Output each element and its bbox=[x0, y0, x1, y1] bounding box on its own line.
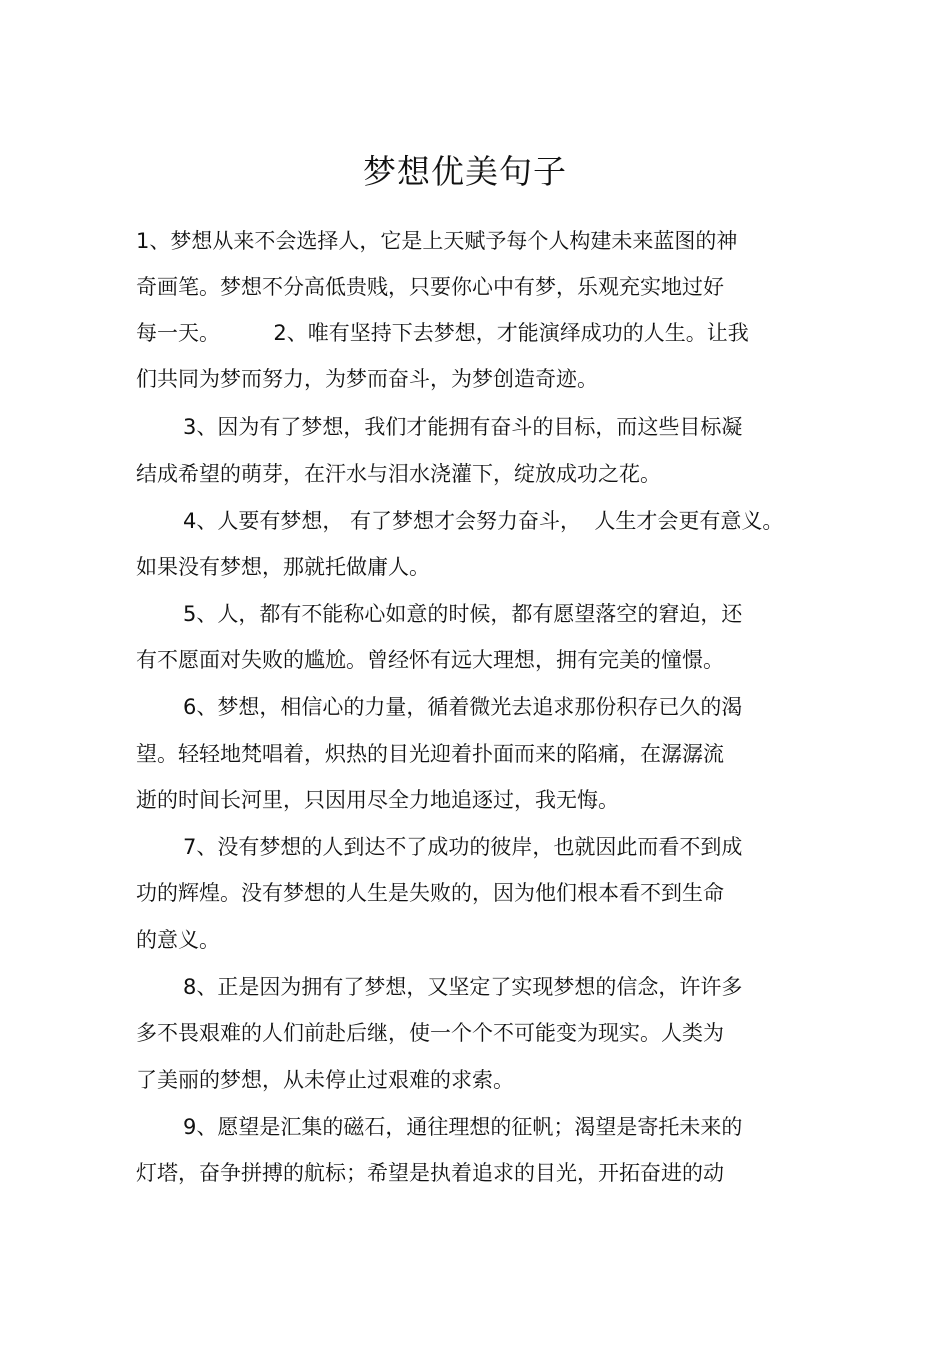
text-line: 有不愿面对失败的尴尬。曾经怀有远大理想，拥有完美的憧憬。 bbox=[136, 648, 724, 672]
text-line: 结成希望的萌芽，在汗水与泪水浇灌下，绽放成功之花。 bbox=[136, 462, 661, 486]
text-line: 了美丽的梦想，从未停止过艰难的求索。 bbox=[136, 1068, 514, 1092]
text-line: 每一天。 2、唯有坚持下去梦想，才能演绎成功的人生。让我 bbox=[136, 321, 749, 345]
text-line: 功的辉煌。没有梦想的人生是失败的，因为他们根本看不到生命 bbox=[136, 881, 724, 905]
text-line: 8、正是因为拥有了梦想，又坚定了实现梦想的信念，许许多 bbox=[183, 975, 743, 999]
text-line: 9、愿望是汇集的磁石，通往理想的征帆；渴望是寄托未来的 bbox=[183, 1115, 743, 1139]
text-line: 6、梦想，相信心的力量，循着微光去追求那份积存已久的渴 bbox=[183, 695, 743, 719]
text-line: 如果没有梦想，那就托做庸人。 bbox=[136, 555, 430, 579]
text-line: 们共同为梦而努力，为梦而奋斗，为梦创造奇迹。 bbox=[136, 367, 598, 391]
text-line: 的意义。 bbox=[136, 928, 220, 952]
page-title: 梦想优美句子 bbox=[363, 152, 567, 191]
text-line: 7、没有梦想的人到达不了成功的彼岸，也就因此而看不到成 bbox=[183, 835, 743, 859]
text-line: 4、人要有梦想， 有了梦想才会努力奋斗， 人生才会更有意义。 bbox=[183, 509, 784, 533]
text-line: 1、梦想从来不会选择人，它是上天赋予每个人构建未来蓝图的神 bbox=[136, 229, 738, 253]
text-line: 逝的时间长河里，只因用尽全力地追逐过，我无悔。 bbox=[136, 788, 619, 812]
text-line: 灯塔，奋争拼搏的航标；希望是执着追求的目光，开拓奋进的动 bbox=[136, 1161, 724, 1185]
text-line: 5、人，都有不能称心如意的时候，都有愿望落空的窘迫，还 bbox=[183, 602, 743, 626]
text-line: 奇画笔。梦想不分高低贵贱，只要你心中有梦，乐观充实地过好 bbox=[136, 275, 724, 299]
text-line: 望。轻轻地梵唱着，炽热的目光迎着扑面而来的陷痛，在潺潺流 bbox=[136, 742, 724, 766]
text-line: 3、因为有了梦想，我们才能拥有奋斗的目标，而这些目标凝 bbox=[183, 415, 743, 439]
text-line: 多不畏艰难的人们前赴后继，使一个个不可能变为现实。人类为 bbox=[136, 1021, 724, 1045]
